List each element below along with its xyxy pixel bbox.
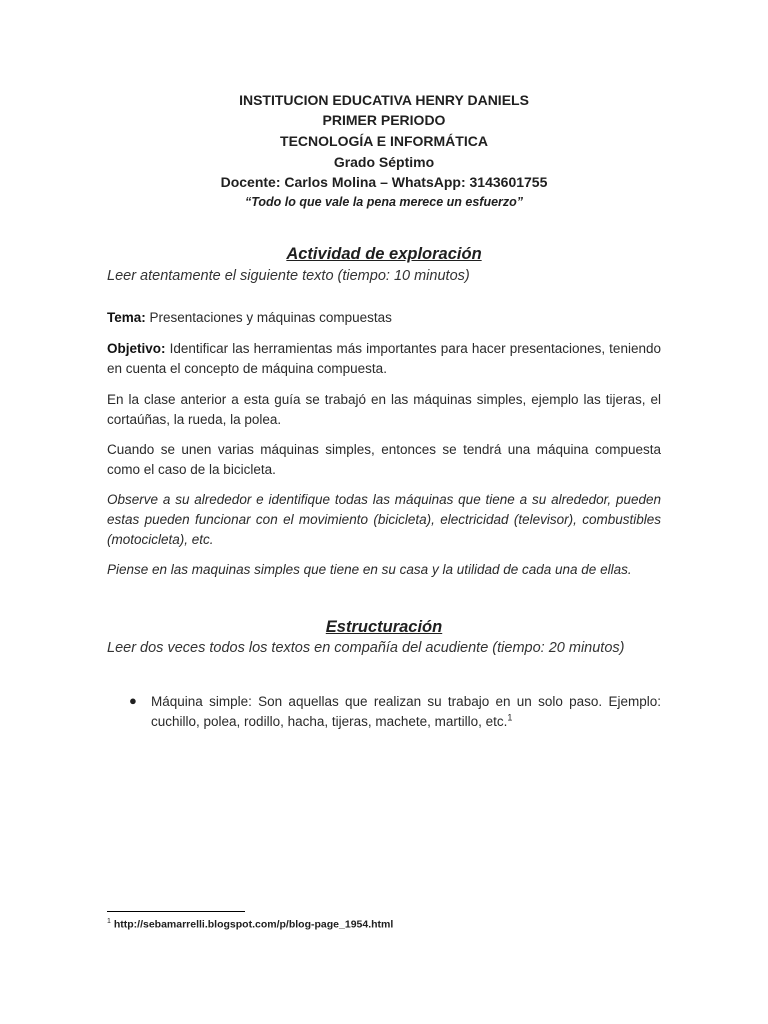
objective-text: Identificar las herramientas más importantes para hacer presentaciones, teniendo en cuenta el concepto de máquina compuesta. — [107, 341, 661, 376]
topic-text: Presentaciones y máquinas compuestas — [149, 310, 392, 325]
paragraph-think: Piense en las maquinas simples que tiene en su casa y la utilidad de cada una de ellas. — [107, 562, 632, 577]
subject: TECNOLOGÍA E INFORMÁTICA — [280, 133, 488, 149]
bullet-text: Máquina simple: Son aquellas que realizan su trabajo en un solo paso. Ejemplo: cuchillo, polea, rodillo, hacha, tijeras, machete, martillo, etc. — [151, 694, 661, 729]
paragraph-observe: Observe a su alrededor e identifique todas las máquinas que tiene a su alrededor, pueden estas pueden funcionar con el movimiento (bicicleta), electricidad (televisor), combustibles (motocicleta), etc. — [107, 492, 661, 547]
paragraph-simple-machines: En la clase anterior a esta guía se trabajó en las máquinas simples, ejemplo las tijeras, el cortaúñas, la rueda, la polea. — [107, 392, 661, 427]
footnote-link[interactable]: http://sebamarrelli.blogspot.com/p/blog-page_1954.html — [113, 918, 394, 931]
teacher-contact: Docente: Carlos Molina – WhatsApp: 3143601755 — [220, 174, 548, 190]
exploration-title: Actividad de exploración — [286, 245, 482, 263]
footnote-divider — [107, 911, 245, 912]
bullet-icon: ● — [129, 693, 137, 708]
footnote — [107, 918, 393, 931]
motto: “Todo lo que vale la pena merece un esfuerzo” — [244, 195, 524, 209]
exploration-instruction: Leer atentamente el siguiente texto (tiempo: 10 minutos) — [107, 268, 470, 284]
paragraph-compound-machine: Cuando se unen varias máquinas simples, entonces se tendrá una máquina compuesta como el caso de la bicicleta. — [107, 442, 661, 477]
topic-line — [107, 308, 661, 328]
footnote-number: 1 — [107, 918, 111, 925]
structuring-instruction: Leer dos veces todos los textos en compañía del acudiente (tiempo: 20 minutos) — [107, 640, 625, 656]
footnote-reference[interactable]: 1 — [507, 712, 513, 723]
objective-label: Objetivo: — [107, 341, 166, 356]
structuring-title: Estructuración — [325, 618, 443, 636]
objective-paragraph — [107, 339, 661, 379]
period: PRIMER PERIODO — [322, 112, 446, 128]
grade: Grado Séptimo — [333, 154, 435, 170]
bullet-simple-machine — [151, 692, 661, 732]
school-name: INSTITUCION EDUCATIVA HENRY DANIELS — [239, 92, 529, 108]
topic-label: Tema: — [107, 310, 146, 325]
